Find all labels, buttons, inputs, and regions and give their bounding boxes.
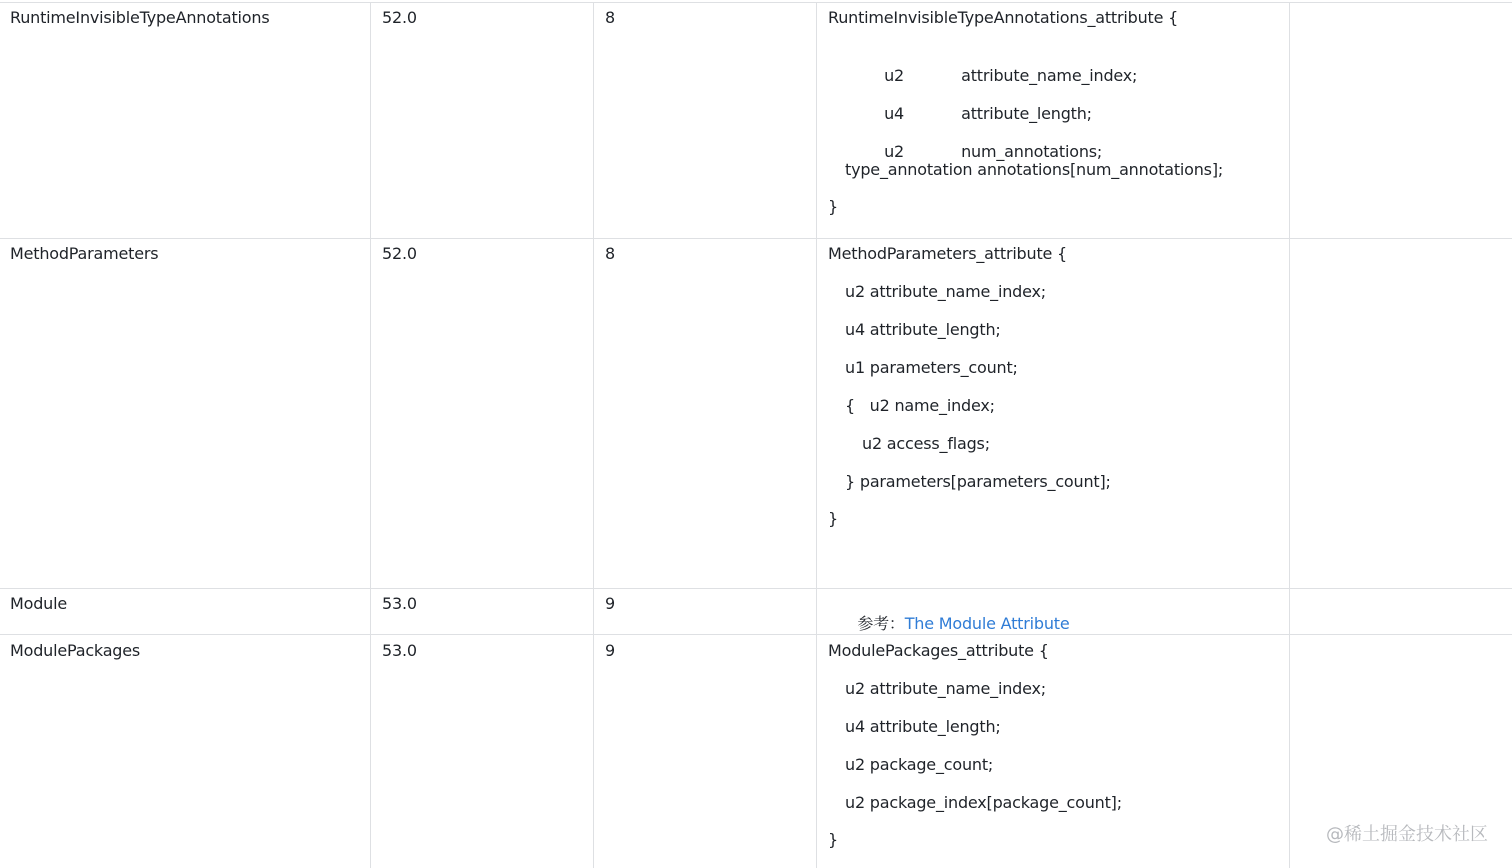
module-attribute-link[interactable]: The Module Attribute	[904, 614, 1070, 633]
code-line: }	[828, 197, 838, 216]
code-line: u2 package_index[package_count];	[845, 793, 1122, 812]
code-line: u2 package_count;	[845, 755, 994, 774]
code-line: u2 access_flags;	[862, 434, 990, 453]
class-version-cell: 53.0	[382, 594, 417, 613]
java-se-cell: 8	[605, 8, 615, 27]
attribute-name-cell: Module	[10, 594, 67, 613]
code-line: { u2 name_index;	[845, 396, 995, 415]
code-line: type_annotation annotations[num_annotations];	[845, 160, 1224, 179]
attribute-name-cell: RuntimeInvisibleTypeAnnotations	[10, 8, 270, 27]
code-line: u4 attribute_length;	[845, 717, 1001, 736]
row-divider	[0, 634, 1512, 635]
column-divider	[370, 2, 371, 868]
class-version-cell: 52.0	[382, 244, 417, 263]
code-field: num_annotations;	[961, 142, 1103, 161]
row-divider	[0, 588, 1512, 589]
code-type: u2	[884, 142, 905, 161]
reference-prefix: 参考：	[857, 614, 905, 633]
code-line: }	[828, 509, 838, 528]
code-line: u2 attribute_name_index;	[845, 679, 1046, 698]
code-field: attribute_name_index;	[961, 66, 1138, 85]
code-field: attribute_length;	[961, 104, 1092, 123]
code-type: u4	[884, 104, 905, 123]
code-line: }	[828, 830, 838, 849]
column-divider	[816, 2, 817, 868]
class-version-cell: 52.0	[382, 8, 417, 27]
java-se-cell: 8	[605, 244, 615, 263]
code-line: RuntimeInvisibleTypeAnnotations_attribute {	[828, 8, 1179, 27]
row-divider	[0, 2, 1512, 3]
code-line: MethodParameters_attribute {	[828, 244, 1068, 263]
column-divider	[1289, 2, 1290, 868]
class-version-cell: 53.0	[382, 641, 417, 660]
code-line: } parameters[parameters_count];	[845, 472, 1111, 491]
column-divider	[593, 2, 594, 868]
attribute-name-cell: MethodParameters	[10, 244, 159, 263]
row-divider	[0, 238, 1512, 239]
code-line: u1 parameters_count;	[845, 358, 1018, 377]
java-se-cell: 9	[605, 641, 615, 660]
attribute-name-cell: ModulePackages	[10, 641, 141, 660]
code-line: ModulePackages_attribute {	[828, 641, 1049, 660]
watermark: @稀土掘金技术社区	[1326, 824, 1488, 845]
java-se-cell: 9	[605, 594, 615, 613]
code-type: u2	[884, 66, 905, 85]
code-line: u2 attribute_name_index;	[845, 282, 1046, 301]
code-line: u4 attribute_length;	[845, 320, 1001, 339]
